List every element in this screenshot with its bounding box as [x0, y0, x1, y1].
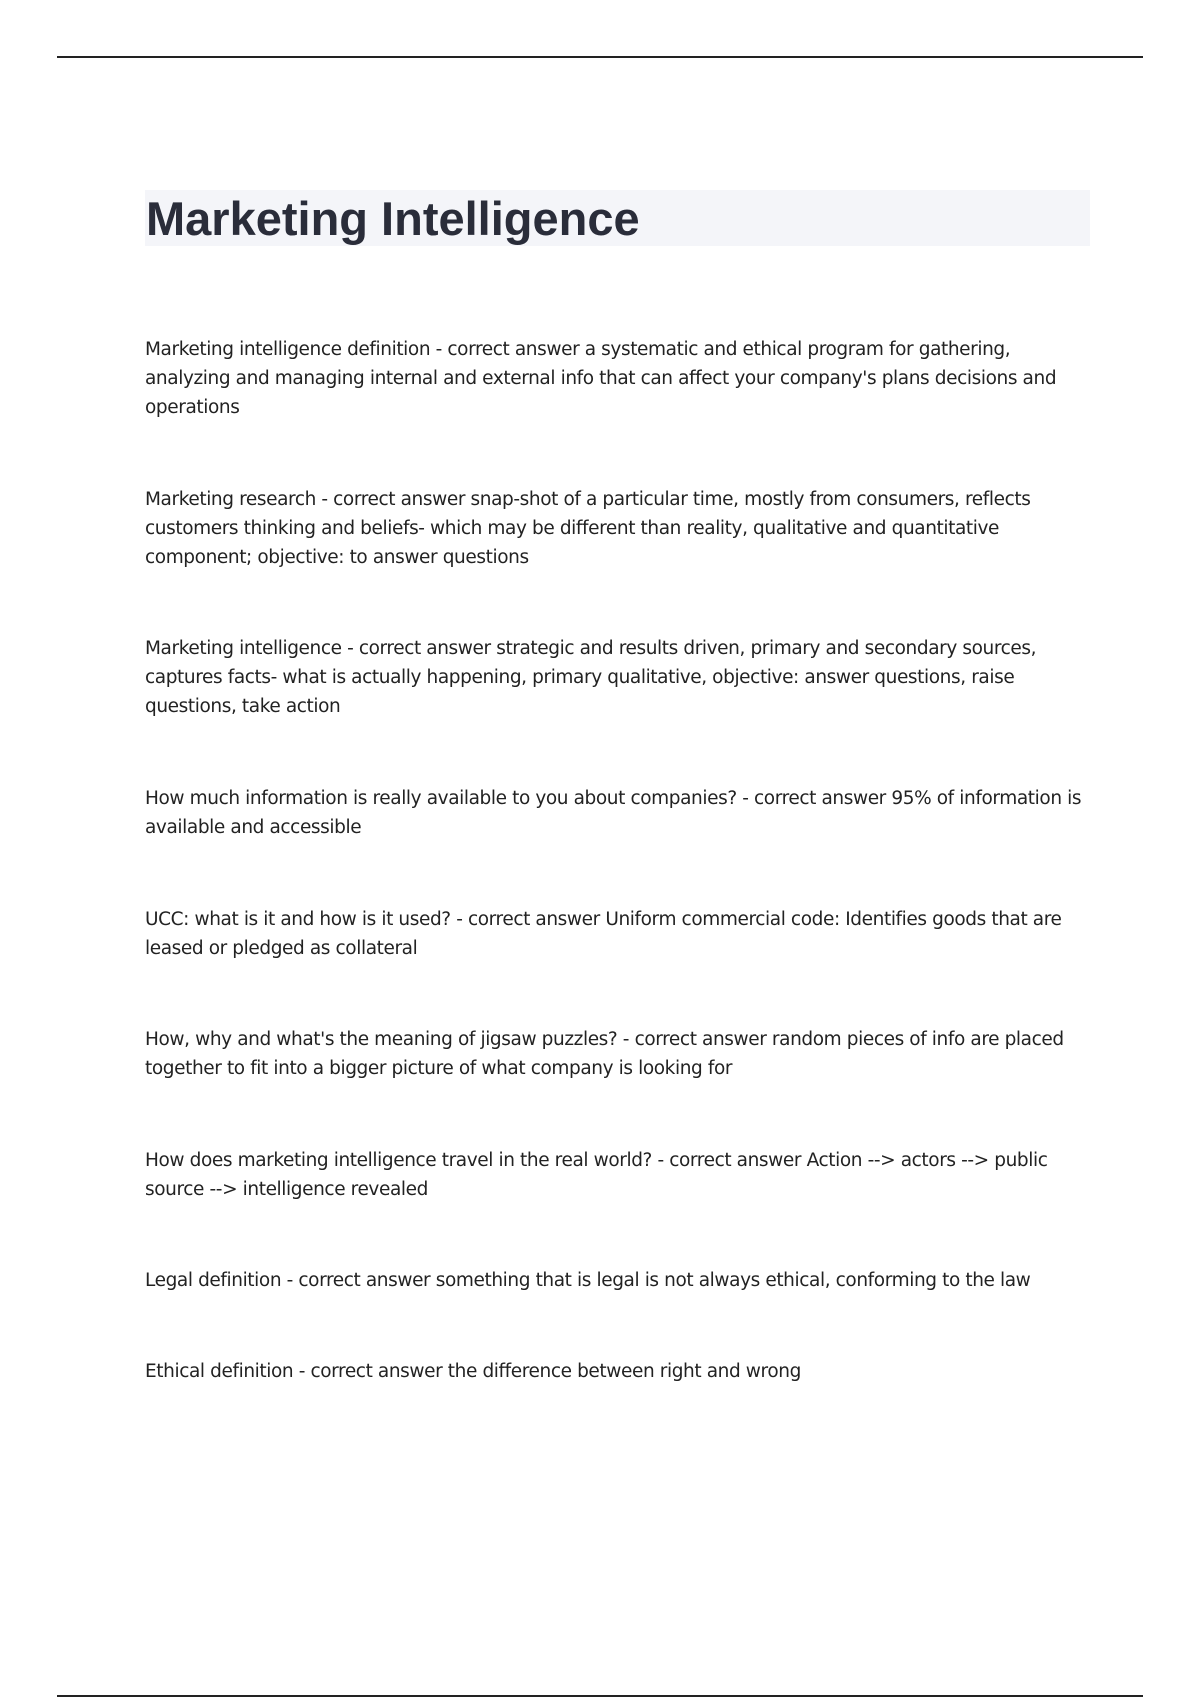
flashcard-entry: Marketing research - correct answer snap-shot of a particular time, mostly from consumers, reflects customers thinking and beliefs- which may be different than reality, qualitative and quantitative component; objective: to answer questions: [145, 489, 1031, 568]
flashcard-entry: UCC: what is it and how is it used? - correct answer Uniform commercial code: Identifies goods that are leased or pledged as collateral: [145, 909, 1062, 959]
flashcard-entry: Legal definition - correct answer something that is legal is not always ethical, conforming to the law: [145, 1270, 1031, 1291]
flashcard-entry: Ethical definition - correct answer the difference between right and wrong: [145, 1361, 801, 1382]
flashcard-entry: Marketing intelligence - correct answer strategic and results driven, primary and secondary sources, captures facts- what is actually happening, primary qualitative, objective: answer questions, raise questions, take action: [145, 638, 1037, 717]
page-title: Marketing Intelligence: [146, 192, 640, 245]
flashcard-entry: How, why and what's the meaning of jigsaw puzzles? - correct answer random pieces of info are placed together to fit into a bigger picture of what company is looking for: [145, 1029, 1064, 1079]
bottom-divider: [57, 1695, 1143, 1697]
flashcard-entry: How does marketing intelligence travel in the real world? - correct answer Action --> actors --> public source --> intelligence revealed: [145, 1150, 1048, 1200]
top-divider: [57, 56, 1143, 58]
flashcard-entry: How much information is really available to you about companies? - correct answer 95% of information is available and accessible: [145, 788, 1082, 838]
flashcard-entry: Marketing intelligence definition - correct answer a systematic and ethical program for gathering, analyzing and managing internal and external info that can affect your company's plans decisions and operations: [145, 339, 1057, 418]
